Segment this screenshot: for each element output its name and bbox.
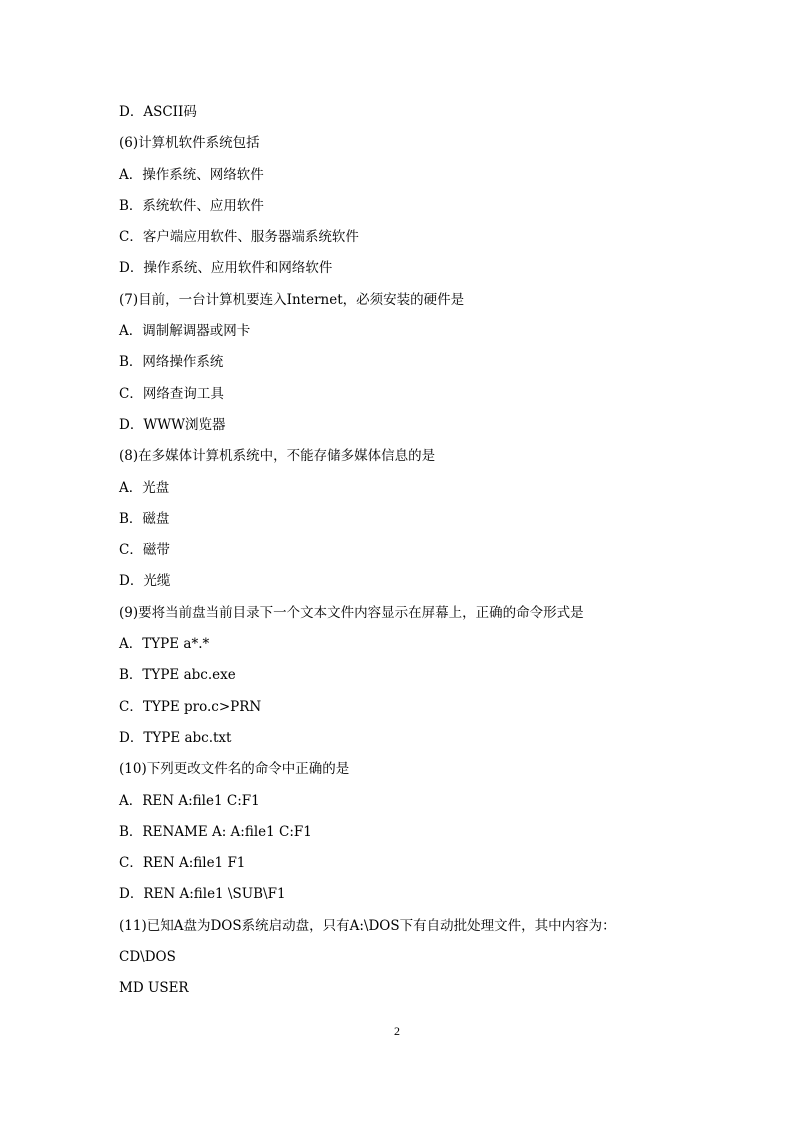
answer-option: B．系统软件、应用软件 [119,197,264,214]
answer-option: C．REN A:file1 F1 [119,855,246,872]
answer-option: D．WWW浏览器 [119,416,226,433]
command-line: MD USER [119,980,189,997]
answer-option: D．REN A:file1 \SUB\F1 [119,886,286,903]
question-stem: (6)计算机软件系统包括 [119,135,260,152]
question-stem: (8)在多媒体计算机系统中，不能存储多媒体信息的是 [119,448,436,465]
question-list [119,101,719,1009]
question-stem: (10)下列更改文件名的命令中正确的是 [119,761,350,778]
answer-option: A．调制解调器或网卡 [119,323,251,340]
answer-option: A．REN A:file1 C:F1 [119,792,260,809]
answer-option: C．网络查询工具 [119,385,224,402]
question-stem: (7)目前，一台计算机要连入Internet，必须安装的硬件是 [119,291,465,308]
question-stem: (11)已知A盘为DOS系统启动盘，只有A:\DOS下有自动批处理文件，其中内容为： [119,917,616,934]
answer-option: D．TYPE abc.txt [119,729,232,746]
answer-option: C．TYPE pro.c>PRN [119,698,262,715]
answer-option: B．磁盘 [119,510,170,527]
answer-option: A．TYPE a*.* [119,636,210,653]
answer-option: D．操作系统、应用软件和网络软件 [119,260,333,277]
command-line: CD\DOS [119,949,176,966]
answer-option: B．RENAME A: A:file1 C:F1 [119,823,312,840]
answer-option: A．光盘 [119,479,170,496]
answer-option: C．客户端应用软件、服务器端系统软件 [119,229,359,246]
question-stem: (9)要将当前盘当前目录下一个文本文件内容显示在屏幕上，正确的命令形式是 [119,604,584,621]
answer-option: C．磁带 [119,542,170,559]
answer-option: D．光缆 [119,573,171,590]
text-line: D．ASCII码 [119,104,197,120]
answer-option: A．操作系统、网络软件 [119,166,264,183]
page-number: 2 [394,1024,400,1038]
answer-option: B．网络操作系统 [119,354,224,371]
answer-option: B．TYPE abc.exe [119,667,236,684]
